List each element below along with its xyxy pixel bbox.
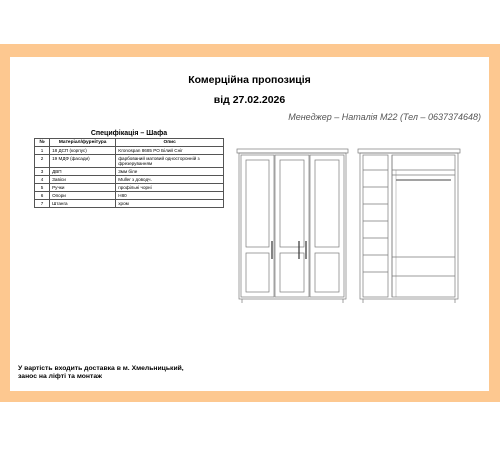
- wardrobe-drawings: [10, 57, 489, 391]
- col-description: Опис: [116, 139, 224, 147]
- page-title: Комерційна пропозиція: [188, 74, 311, 86]
- row-material: ДВП: [50, 168, 116, 176]
- left-shelf-column: [363, 155, 388, 297]
- door-1-lower-panel: [246, 253, 269, 292]
- row-material: 19 МДФ (фасади): [50, 155, 116, 168]
- row-number: 6: [35, 192, 50, 200]
- door-1-upper-panel: [246, 160, 269, 247]
- delivery-note: [18, 365, 278, 381]
- col-number: №: [35, 139, 50, 147]
- row-material: 18 ДСП (корпус): [50, 147, 116, 155]
- front-view-drawing: [237, 149, 348, 303]
- row-number: 7: [35, 200, 50, 208]
- row-material: Опори: [50, 192, 116, 200]
- row-description: профільні чорні: [116, 184, 224, 192]
- row-number: 4: [35, 176, 50, 184]
- row-number: 5: [35, 184, 50, 192]
- row-description: Kronospan 8685 PO Білий Сніг: [116, 147, 224, 155]
- front-top-cornice: [237, 149, 348, 153]
- interior-top-cornice: [358, 149, 460, 153]
- row-description: Muller з доводч.: [116, 176, 224, 184]
- interior-view-drawing: [358, 149, 460, 303]
- front-body-outline: [239, 153, 346, 299]
- row-material: Штанга: [50, 200, 116, 208]
- row-material: Завіси: [50, 176, 116, 184]
- row-number: 2: [35, 155, 50, 168]
- row-description: хром: [116, 200, 224, 208]
- col-material: Матеріал/фурнітура: [50, 139, 116, 147]
- proposal-date: від 27.02.2026: [213, 94, 286, 106]
- spec-title: Специфікація – Шафа: [90, 130, 168, 137]
- manager-contact: Менеджер – Наталія М22 (Тел – 0637374648): [288, 112, 481, 122]
- delivery-note-line-2: занос на ліфті та монтаж: [18, 373, 102, 380]
- door-3-lower-panel: [315, 253, 339, 292]
- proposal-sheet: [10, 57, 489, 391]
- row-description: 3мм біле: [116, 168, 224, 176]
- row-number: 3: [35, 168, 50, 176]
- row-description: фарбований матовий односторонній з фрезеруванням: [116, 155, 224, 168]
- row-number: 1: [35, 147, 50, 155]
- row-material: Ручки: [50, 184, 116, 192]
- door-2-upper-panel: [280, 160, 304, 247]
- row-description: H80: [116, 192, 224, 200]
- delivery-note-line-1: У вартість входить доставка в м. Хмельницький,: [18, 365, 184, 372]
- door-3-upper-panel: [315, 160, 339, 247]
- door-2-lower-panel: [280, 253, 304, 292]
